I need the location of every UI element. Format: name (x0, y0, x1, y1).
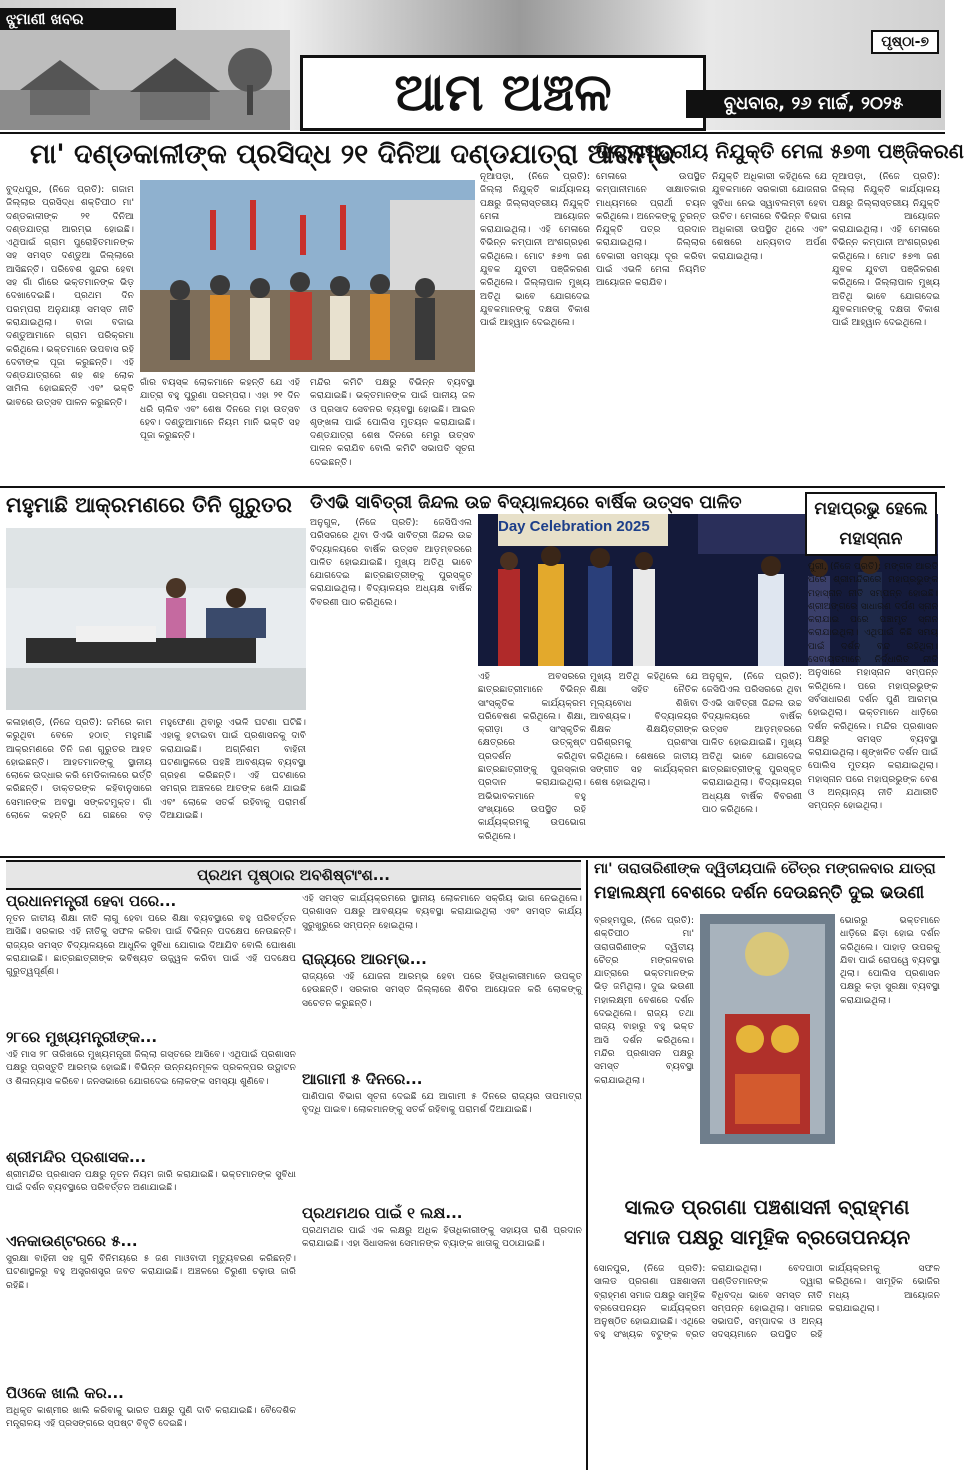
cont-body-2: ଏହି ମାସ ୨୮ ତାରିଖରେ ମୁଖ୍ୟମନ୍ତ୍ରୀ ଜିଲ୍ଲା ଗସ୍ତରେ ଆସିବେ। ଏଥିପାଇଁ ପ୍ରଶାସନ ପକ୍ଷରୁ ପ୍ରସ୍ତୁତି ଆରମ୍ଭ ହୋଇଛି। ବିଭିନ୍ନ ଉନ୍ନୟନମୂଳକ ପ୍ରକଳ୍ପର ଉଦ୍ଘାଟନ ଓ ଶିଳାନ୍ୟାସ କରିବେ। ଜନସଭାରେ ଯୋଗଦେଇ ଲୋକଙ୍କ ସମସ୍ୟା ଶୁଣିବେ। (6, 1049, 296, 1087)
column-divider (586, 860, 588, 1470)
jobfair-body-col3: ନିଯୁକ୍ତି ଅଧିକାରୀ କହିଥିଲେ ଯେ ଯୁବକମାନେ ସରକାରୀ ଯୋଜନାର ସୁବିଧା ନେଇ ସ୍ୱାବଲମ୍ବୀ ହେବା ଉଚିତ। ମେଳାରେ ବିଭିନ୍ନ ବିଭାଗ ଅଧିକାରୀ ଉପସ୍ଥିତ ଥିଲେ ଏବଂ ଶେଷରେ ଧନ୍ୟବାଦ ଅର୍ପଣ କରାଯାଇଥିଲା। (712, 171, 827, 262)
headline-job-fair: ଜିଲ୍ଲାସ୍ତରୀୟ ନିଯୁକ୍ତି ମେଳା ୫୭୩ ପଞ୍ଜିକରଣ (596, 139, 964, 163)
headline-dav-school: ଡିଏଭି ସାବିତ୍ରୀ ଜିନ୍ଦଲ ଉଚ୍ଚ ବିଦ୍ୟାଳୟରେ ବାର୍ଷିକ ଉତ୍ସବ ପାଳିତ (310, 493, 742, 513)
jobfair-body-col2: ମେଳାରେ ଉପସ୍ଥିତ କମ୍ପାନୀମାନେ ସାକ୍ଷାତକାର ମାଧ୍ୟମରେ ପ୍ରାର୍ଥୀ ଚୟନ କରିଥିଲେ। ଅନେକଙ୍କୁ ତୁରନ୍ତ ନିଯୁକ୍ତି ପତ୍ର ପ୍ରଦାନ କରାଯାଇଥିଲା। ଜିଲ୍ଲାର ବେକାରୀ ସମସ୍ୟା ଦୂର କରିବା ପାଇଁ ଏଭଳି ମେଳା ନିୟମିତ ଆୟୋଜନ କରାଯିବ। (596, 171, 706, 289)
bee-body: କଳାହାଣ୍ଡି, (ନିଜେ ପ୍ରତି): ଜମିରେ କାମ କରୁଥିବା ବେଳେ ହଠାତ୍ ମହୁମାଛି ଆକ୍ରମଣରେ ତିନି ଜଣ ଗୁରୁତର ଆହତ ହୋଇଛନ୍ତି। ଆହତମାନଙ୍କୁ ସ୍ଥାନୀୟ ଲୋକେ ଉଦ୍ଧାର କରି ମେଡିକାଲରେ ଭର୍ତ୍ତି କରିଛନ୍ତି। ଡାକ୍ତରଙ୍କ କହିବାନୁସାରେ ସେମାନଙ୍କ ଅବସ୍ଥା ସଙ୍କଟମୁକ୍ତ। ଗାଁ ଲୋକେ କହନ୍ତି ଯେ ଗଛରେ ବଡ଼ ମହୁଫେଣା ଥିବାରୁ ଏଭଳି ଘଟଣା ଘଟିଛି। ଏହାକୁ ହଟାଇବା ପାଇଁ ପ୍ରଶାସନକୁ ଦାବି କରାଯାଇଛି। ଅଗ୍ନିଶମ ବାହିନୀ ଘଟଣାସ୍ଥଳରେ ପହଞ୍ଚି ଆବଶ୍ୟକ ବ୍ୟବସ୍ଥା ଗ୍ରହଣ କରିଛନ୍ତି। ଏହି ଘଟଣାରେ ସମଗ୍ର ଅଞ୍ଚଳରେ ଆତଙ୍କ ଖେଳି ଯାଇଛି ଏବଂ ଲୋକେ ସତର୍କ ରହିବାକୁ ପରାମର୍ଶ ଦିଆଯାଇଛି। (6, 717, 306, 822)
dav-photo-banner: Day Celebration 2025 (498, 518, 650, 535)
cont-body-3: ଶ୍ରୀମନ୍ଦିର ପ୍ରଶାସନ ପକ୍ଷରୁ ନୂତନ ନିୟମ ଜାରି କରାଯାଇଛି। ଭକ୍ତମାନଙ୍କ ସୁବିଧା ପାଇଁ ଦର୍ଶନ ବ୍ୟବସ୍ଥାରେ ପରିବର୍ତ୍ତନ ଅଣାଯାଇଛି। (6, 1169, 296, 1194)
section-title: ଆମ ଅଞ୍ଚଳ (300, 55, 706, 131)
cont-head-7: ରାଜ୍ୟରେ ଆରମ୍ଭ... (302, 950, 427, 968)
cont-head-2: ୨୮ରେ ମୁଖ୍ୟମନ୍ତ୍ରୀଙ୍କ... (6, 1028, 158, 1046)
continued-bar: ପ୍ରଥମ ପୃଷ୍ଠାର ଅବଶିଷ୍ଟାଂଶ... (6, 860, 581, 890)
taratarini-body-col1: ବ୍ରହ୍ମପୁର, (ନିଜେ ପ୍ରତି): ଶକ୍ତିପୀଠ ମା' ତାରାତାରିଣୀଙ୍କ ଦ୍ୱିତୀୟ ଚୈତ୍ର ମଙ୍ଗଳବାର ଯାତ୍ରାରେ ଭକ୍ତମାନଙ୍କ ଭିଡ଼ ଜମିଥିଲା। ଦୁଇ ଭଉଣୀ ମହାଲକ୍ଷ୍ମୀ ବେଶରେ ଦର୍ଶନ ଦେଇଥିଲେ। ରାଜ୍ୟ ତଥା ରାଜ୍ୟ ବାହାରୁ ବହୁ ଭକ୍ତ ଆସି ଦର୍ଶନ କରିଥିଲେ। ମନ୍ଦିର ପ୍ରଶାସନ ପକ୍ଷରୁ ସମସ୍ତ ବ୍ୟବସ୍ଥା କରାଯାଇଥିଲା। (594, 915, 694, 1086)
divider-row2 (0, 486, 945, 488)
headline-taratarini: ମା' ତାରାତାରିଣୀଙ୍କ ଦ୍ୱିତୀୟପାଳି ଚୈତ୍ର ମଙ୍ଗଳବାର ଯାତ୍ରା (594, 861, 936, 877)
headline-bee-attack: ମହୁମାଛି ଆକ୍ରମଣରେ ତିନି ଗୁରୁତର (6, 493, 292, 517)
cont-head-4: ଏନକାଉଣ୍ଟରରେ ୫... (6, 1232, 138, 1250)
mahaprabhu-body: ପୁରୀ, (ନିଜେ ପ୍ରତି): ମଙ୍ଗଳ ଆରତି ପରେ ଶ୍ରୀମନ୍ଦିରରେ ମହାପ୍ରଭୁଙ୍କ ମହାସ୍ନାନ ନୀତି ସମ୍ପନ୍ନ ହୋଇଛି। ଶ୍ରୀଅଙ୍ଗରେ ସାଧାରଣ ଦର୍ପଣ ସ୍ନାନ କରାଯାଇ ପରେ ପଞ୍ଚାମୃତ ସ୍ନାନ କରାଯାଇଥିଲା। ଏଥିପାଇଁ କିଛି ସମୟ ପାଇଁ ଦର୍ଶନ ବନ୍ଦ ରହିଥିଲା। ସେବାୟତମାନେ ନିର୍ଦ୍ଧାରିତ ନୀତି ଅନୁସାରେ ମହାସ୍ନାନ ସମ୍ପନ୍ନ କରିଥିଲେ। ପରେ ମହାପ୍ରଭୁଙ୍କ ସର୍ବସାଧାରଣ ଦର୍ଶନ ପୁଣି ଆରମ୍ଭ ହୋଇଥିଲା। ଭକ୍ତମାନେ ଧାଡ଼ିରେ ଦର୍ଶନ କରିଥିଲେ। ମନ୍ଦିର ପ୍ରଶାସନ ପକ୍ଷରୁ ସମସ୍ତ ବ୍ୟବସ୍ଥା କରାଯାଇଥିଲା। ଶୃଙ୍ଖଳିତ ଦର୍ଶନ ପାଇଁ ପୋଲିସ ମୁତୟନ କରାଯାଇଥିଲା। ମହାସ୍ନାନ ପରେ ମହାପ୍ରଭୁଙ୍କ ବେଶ ଓ ଅନ୍ୟାନ୍ୟ ନୀତି ଯଥାରୀତି ସମ୍ପନ୍ନ ହୋଇଥିଲା। (808, 561, 938, 812)
dav-body-col3: ମୁଖ୍ୟ ଅତିଥି କହିଥିଲେ ଯେ ଶିକ୍ଷା ସହିତ ନୈତିକ ମୂଲ୍ୟବୋଧ ଶିଖିବା ଆବଶ୍ୟକ। ବିଦ୍ୟାଳୟର ଶିକ୍ଷକ ଶିକ୍ଷୟିତ୍ରୀଙ୍କ ପରିଶ୍ରମକୁ ପ୍ରଶଂସା କରିଥିଲେ। ଶେଷରେ ଜାତୀୟ ସଙ୍ଗୀତ ସହ କାର୍ଯ୍ୟକ୍ରମ ଶେଷ ହୋଇଥିଲା। (590, 671, 698, 789)
page-number: ପୃଷ୍ଠା-୭ (871, 30, 939, 54)
headline-mahaprabhu (805, 492, 937, 556)
cont-body-7: ରାଜ୍ୟରେ ଏହି ଯୋଜନା ଆରମ୍ଭ ହେବା ପରେ ହିତାଧିକାରୀମାନେ ଉପକୃତ ହେଉଛନ୍ତି। ସରକାର ସମସ୍ତ ଜିଲ୍ଲାରେ ଶିବିର ଆୟୋଜନ କରି ଲୋକଙ୍କୁ ସଚେତନ କରୁଛନ୍ତି। (302, 971, 582, 1009)
danda-body-col3: ମନ୍ଦିର କମିଟି ପକ୍ଷରୁ ବିଭିନ୍ନ ବ୍ୟବସ୍ଥା କରାଯାଇଛି। ଭକ୍ତମାନଙ୍କ ପାଇଁ ପାନୀୟ ଜଳ ଓ ପ୍ରସାଦ ସେବନର ବ୍ୟବସ୍ଥା ହୋଇଛି। ଆଇନ ଶୃଙ୍ଖଳା ପାଇଁ ପୋଲିସ ମୁତୟନ କରାଯାଇଛି। ଦଣ୍ଡଯାତ୍ରା ଶେଷ ଦିନରେ ମେରୁ ଉତ୍ସବ ପାଳନ କରାଯିବ ବୋଲି କମିଟି ସଭାପତି ସୂଚନା ଦେଇଛନ୍ତି। (310, 377, 475, 468)
headline-danda-jatra: ମା' ଦଣ୍ଡକାଳୀଙ୍କ ପ୍ରସିଦ୍ଧ ୨୧ ଦିନିଆ ଦଣ୍ଡଯାତ୍ରା ଆରମ୍ଭ (30, 139, 676, 170)
photo-taratarini (700, 914, 835, 1144)
cont-head-1: ପ୍ରଧାନମନ୍ତ୍ରୀ ହେବା ପରେ... (6, 892, 177, 910)
dav-body-col1: ଅନୁଗୁଳ, (ନିଜେ ପ୍ରତି): ଜେସିପିଏଲ ପରିସରରେ ଥିବା ଡିଏଭି ସାବିତ୍ରୀ ଜିନ୍ଦଲ ଉଚ୍ଚ ବିଦ୍ୟାଳୟରେ ବାର୍ଷିକ ଉତ୍ସବ ଆଡ଼ମ୍ବରରେ ପାଳିତ ହୋଇଯାଇଛି। ମୁଖ୍ୟ ଅତିଥି ଭାବେ ଯୋଗଦେଇ ଛାତ୍ରଛାତ୍ରୀଙ୍କୁ ପୁରସ୍କୃତ କରାଯାଇଥିଲା। ବିଦ୍ୟାଳୟର ଅଧ୍ୟକ୍ଷ ବାର୍ଷିକ ବିବରଣୀ ପାଠ କରିଥିଲେ। (310, 517, 472, 608)
cont-head-5: ପିଓକେ ଖାଲି କର... (6, 1384, 124, 1402)
cont-body-6: ଏହି ସମସ୍ତ କାର୍ଯ୍ୟକ୍ରମରେ ସ୍ଥାନୀୟ ଲୋକମାନେ ସକ୍ରିୟ ଭାଗ ନେଇଥିଲେ। ପ୍ରଶାସନ ପକ୍ଷରୁ ଆବଶ୍ୟକ ବ୍ୟବସ୍ଥା କରାଯାଇଥିଲା ଏବଂ ସମସ୍ତ କାର୍ଯ୍ୟ ସୁରୁଖୁରୁରେ ସମ୍ପନ୍ନ ହୋଇଥିଲା। (302, 893, 582, 931)
cont-body-1: ନୂତନ ଜାତୀୟ ଶିକ୍ଷା ନୀତି ଲାଗୁ ହେବା ପରେ ଶିକ୍ଷା ବ୍ୟବସ୍ଥାରେ ବହୁ ପରିବର୍ତ୍ତନ ଆସିଛି। ସରକାର ଏହି ନୀତିକୁ ସଫଳ କରିବା ପାଇଁ ବିଭିନ୍ନ ପଦକ୍ଷେପ ନେଉଛନ୍ତି। ରାଜ୍ୟର ସମସ୍ତ ବିଦ୍ୟାଳୟରେ ଆଧୁନିକ ସୁବିଧା ଯୋଗାଇ ଦିଆଯିବ ବୋଲି ଘୋଷଣା କରାଯାଇଛି। ଛାତ୍ରଛାତ୍ରୀଙ୍କ ଭବିଷ୍ୟତ ଉଜ୍ଜ୍ୱଳ କରିବା ପାଇଁ ଏହି ପଦକ୍ଷେପ ଗୁରୁତ୍ୱପୂର୍ଣ୍ଣ। (6, 913, 296, 978)
jobfair-body-col4: ନୂଆପଡ଼ା, (ନିଜେ ପ୍ରତି): ଜିଲ୍ଲା ନିଯୁକ୍ତି କାର୍ଯ୍ୟାଳୟ ପକ୍ଷରୁ ଜିଲ୍ଲାସ୍ତରୀୟ ନିଯୁକ୍ତି ମେଳା ଆୟୋଜନ କରାଯାଇଥିଲା। ଏହି ମେଳାରେ ବିଭିନ୍ନ କମ୍ପାନୀ ଅଂଶଗ୍ରହଣ କରିଥିଲେ। ମୋଟ ୫୭୩ ଜଣ ଯୁବକ ଯୁବତୀ ପଞ୍ଜିକରଣ କରିଥିଲେ। ଜିଲ୍ଲାପାଳ ମୁଖ୍ୟ ଅତିଥି ଭାବେ ଯୋଗଦେଇ ଯୁବକମାନଙ୍କୁ ଦକ୍ଷତା ବିକାଶ ପାଇଁ ଆହ୍ୱାନ ଦେଇଥିଲେ। (832, 171, 940, 329)
danda-body-col1: ବୁଦ୍ଧପୁର, (ନିଜେ ପ୍ରତି): ଗଜାମ ଜିଲ୍ଲାର ପ୍ରସିଦ୍ଧ ଶକ୍ତିପୀଠ ମା' ଦଣ୍ଡକାଳୀଙ୍କ ୨୧ ଦିନିଆ ଦଣ୍ଡଯାତ୍ରା ଆରମ୍ଭ ହୋଇଛି। ଏଥିପାଇଁ ଗ୍ରାମ ପୁରୋହିତମାନଙ୍କ ସହ ସମସ୍ତ ଦଣ୍ଡୁଆ ଜିଲ୍ଲାରେ ଆସିଛନ୍ତି। ପରିବେଶ ସୁନ୍ଦର ହେବା ସହ ଗାଁ ଗାଁରେ ଭକ୍ତମାନଙ୍କ ଭିଡ଼ ଦେଖାଦେଇଛି। ପ୍ରଥମ ଦିନ ପରମ୍ପରା ଅନୁଯାୟୀ ସମସ୍ତ ନୀତି କରାଯାଇଥିଲା। ବାଜା ବଜାଇ ଦଣ୍ଡୁଆମାନେ ଗ୍ରାମ ପରିକ୍ରମା କରିଥିଲେ। ଭକ୍ତମାନେ ଉପବାସ ରହି ଦେବୀଙ୍କ ପୂଜା କରୁଛନ୍ତି। ଏହି ଦଣ୍ଡଯାତ୍ରାରେ ଶହ ଶହ ଲୋକ ସାମିଲ ହୋଇଛନ୍ତି ଏବଂ ଭକ୍ତି ଭାବରେ ଉତ୍ସବ ପାଳନ କରୁଛନ୍ତି। (6, 184, 134, 408)
cont-head-9: ପ୍ରଥମଥର ପାଇଁ ୧ ଲକ୍ଷ... (302, 1204, 463, 1222)
dav-body-col4: ଅନୁଗୁଳ, (ନିଜେ ପ୍ରତି): ଜେସିପିଏଲ ପରିସରରେ ଥିବା ଡିଏଭି ସାବିତ୍ରୀ ଜିନ୍ଦଲ ଉଚ୍ଚ ବିଦ୍ୟାଳୟରେ ବାର୍ଷିକ ଉତ୍ସବ ଆଡ଼ମ୍ବରରେ ପାଳିତ ହୋଇଯାଇଛି। ମୁଖ୍ୟ ଅତିଥି ଭାବେ ଯୋଗଦେଇ ଛାତ୍ରଛାତ୍ରୀଙ୍କୁ ପୁରସ୍କୃତ କରାଯାଇଥିଲା। ବିଦ୍ୟାଳୟର ଅଧ୍ୟକ୍ଷ ବାର୍ଷିକ ବିବରଣୀ ପାଠ କରିଥିଲେ। (702, 671, 802, 815)
cont-body-4: ସୁରକ୍ଷା ବାହିନୀ ସହ ଗୁଳି ବିନିମୟରେ ୫ ଜଣ ମାଓବାଦୀ ମୃତ୍ୟୁବରଣ କରିଛନ୍ତି। ଘଟଣାସ୍ଥଳରୁ ବହୁ ଅସ୍ତ୍ରଶସ୍ତ୍ର ଜବତ କରାଯାଇଛି। ଅଞ୍ଚଳରେ ଚିରୁଣୀ ଚଢ଼ାଉ ଜାରି ରହିଛି। (6, 1253, 296, 1291)
divider-row3 (0, 856, 945, 858)
danda-body-col2: ଗାଁର ବୟସ୍କ ଲୋକମାନେ କହନ୍ତି ଯେ ଏହି ଯାତ୍ରା ବହୁ ପୁରୁଣା ପରମ୍ପରା। ଏହା ୨୧ ଦିନ ଧରି ଚାଲିବ ଏବଂ ଶେଷ ଦିନରେ ମହା ଉତ୍ସବ ହେବ। ଦଣ୍ଡୁଆମାନେ ନିୟମ ମାନି ଭକ୍ତି ସହ ପୂଜା କରୁଛନ୍ତି। (140, 377, 300, 442)
mahaprabhu-headline-text: ମହାପ୍ରଭୁ ହେଲେ ମହାସ୍ନାନ (814, 499, 928, 549)
issue-date: ବୁଧବାର, ୨୬ ମାର୍ଚ୍ଚ, ୨୦୨୫ (686, 90, 941, 118)
masthead-village-photo (0, 30, 290, 130)
taratarini-body-col2: ଭୋରରୁ ଭକ୍ତମାନେ ଧାଡ଼ିରେ ଛିଡ଼ା ହୋଇ ଦର୍ଶନ କରିଥିଲେ। ପାହାଡ଼ ଉପରକୁ ଯିବା ପାଇଁ ରୋପୱେ ବ୍ୟବସ୍ଥା ଥିଲା। ପୋଲିସ ପ୍ରଶାସନ ପକ୍ଷରୁ କଡ଼ା ସୁରକ୍ଷା ବ୍ୟବସ୍ଥା କରାଯାଇଥିଲା। (840, 915, 940, 1006)
dav-body-col2: ଏହି ଅବସରରେ ଛାତ୍ରଛାତ୍ରୀମାନେ ବିଭିନ୍ନ ସାଂସ୍କୃତିକ କାର୍ଯ୍ୟକ୍ରମ ପରିବେଷଣ କରିଥିଲେ। ଶିକ୍ଷା, କ୍ରୀଡ଼ା ଓ ସାଂସ୍କୃତିକ କ୍ଷେତ୍ରରେ ଉତ୍କୃଷ୍ଟ ପ୍ରଦର୍ଶନ କରିଥିବା ଛାତ୍ରଛାତ୍ରୀଙ୍କୁ ପୁରସ୍କାର ପ୍ରଦାନ କରାଯାଇଥିଲା। ଅଭିଭାବକମାନେ ବହୁ ସଂଖ୍ୟାରେ ଉପସ୍ଥିତ ରହି କାର୍ଯ୍ୟକ୍ରମକୁ ଉପଭୋଗ କରିଥିଲେ। (478, 671, 586, 842)
cont-head-8: ଆଗାମୀ ୫ ଦିନରେ... (302, 1070, 423, 1088)
cont-body-5: ଅଧିକୃତ କାଶ୍ମୀର ଖାଲି କରିବାକୁ ଭାରତ ପକ୍ଷରୁ ପୁଣି ଦାବି କରାଯାଇଛି। ବୈଦେଶିକ ମନ୍ତ୍ରାଳୟ ଏହି ପ୍ରସଙ୍ଗରେ ସ୍ପଷ୍ଟ ବିବୃତି ଦେଇଛି। (6, 1405, 296, 1430)
cont-head-3: ଶ୍ରୀମନ୍ଦିର ପ୍ରଶାସକ... (6, 1148, 147, 1166)
cont-body-8: ପାଣିପାଗ ବିଭାଗ ସୂଚନା ଦେଇଛି ଯେ ଆଗାମୀ ୫ ଦିନରେ ରାଜ୍ୟର ତାପମାତ୍ରା ବୃଦ୍ଧି ପାଇବ। ଲୋକମାନଙ୍କୁ ସତର୍କ ରହିବାକୁ ପରାମର୍ଶ ଦିଆଯାଇଛି। (302, 1091, 582, 1116)
photo-bee-attack (6, 528, 306, 710)
headline-brahmin-2: ସମାଜ ପକ୍ଷରୁ ସାମୂହିକ ବ୍ରତୋପନୟନ (623, 1225, 911, 1249)
subheadline-taratarini: ମହାଲକ୍ଷ୍ମୀ ବେଶରେ ଦର୍ଶନ ଦେଉଛନ୍ତି ଦୁଇ ଭଉଣୀ (594, 883, 925, 903)
masthead-rule (0, 132, 945, 134)
masthead-banner: ଝୁମାଣୀ ଖବର (0, 8, 176, 30)
jobfair-body-col1: ନୂଆପଡ଼ା, (ନିଜେ ପ୍ରତି): ଜିଲ୍ଲା ନିଯୁକ୍ତି କାର୍ଯ୍ୟାଳୟ ପକ୍ଷରୁ ଜିଲ୍ଲାସ୍ତରୀୟ ନିଯୁକ୍ତି ମେଳା ଆୟୋଜନ କରାଯାଇଥିଲା। ଏହି ମେଳାରେ ବିଭିନ୍ନ କମ୍ପାନୀ ଅଂଶଗ୍ରହଣ କରିଥିଲେ। ମୋଟ ୫୭୩ ଜଣ ଯୁବକ ଯୁବତୀ ପଞ୍ଜିକରଣ କରିଥିଲେ। ଜିଲ୍ଲାପାଳ ମୁଖ୍ୟ ଅତିଥି ଭାବେ ଯୋଗଦେଇ ଯୁବକମାନଙ୍କୁ ଦକ୍ଷତା ବିକାଶ ପାଇଁ ଆହ୍ୱାନ ଦେଇଥିଲେ। (480, 171, 590, 329)
cont-body-9: ପ୍ରଥମଥର ପାଇଁ ଏକ ଲକ୍ଷରୁ ଅଧିକ ହିତାଧିକାରୀଙ୍କୁ ସହାୟତା ରାଶି ପ୍ରଦାନ କରାଯାଇଛି। ଏହା ସିଧାସଳଖ ସେମାନଙ୍କ ବ୍ୟାଙ୍କ ଖାତାକୁ ପଠାଯାଇଛି। (302, 1225, 582, 1250)
brahmin-body: ସୋନପୁର, (ନିଜେ ପ୍ରତି): ସାଲଡ ପ୍ରଗଣା ପଞ୍ଚଶାସନୀ ବ୍ରାହ୍ମଣ ସମାଜ ପକ୍ଷରୁ ସାମୂହିକ ବ୍ରତୋପନୟନ କାର୍ଯ୍ୟକ୍ରମ ଅନୁଷ୍ଠିତ ହୋଇଯାଇଛି। ଏଥିରେ ବହୁ ସଂଖ୍ୟକ ବଟୁଙ୍କ ବ୍ରତ କରାଯାଇଥିଲା। ବେଦପାଠୀ ପଣ୍ଡିତମାନଙ୍କ ଦ୍ୱାରା ବିଧିବଦ୍ଧ ଭାବେ ସମସ୍ତ ନୀତି ସମ୍ପନ୍ନ ହୋଇଥିଲା। ସମାଜର ସଭାପତି, ସମ୍ପାଦକ ଓ ଅନ୍ୟ ସଦସ୍ୟମାନେ ଉପସ୍ଥିତ ରହି କାର୍ଯ୍ୟକ୍ରମକୁ ସଫଳ କରିଥିଲେ। ସାମୂହିକ ଭୋଜିର ମଧ୍ୟ ଆୟୋଜନ କରାଯାଇଥିଲା। (594, 1263, 940, 1341)
headline-brahmin-1: ସାଲଡ ପ୍ରଗଣା ପଞ୍ଚଶାସନୀ ବ୍ରାହ୍ମଣ (624, 1195, 910, 1219)
